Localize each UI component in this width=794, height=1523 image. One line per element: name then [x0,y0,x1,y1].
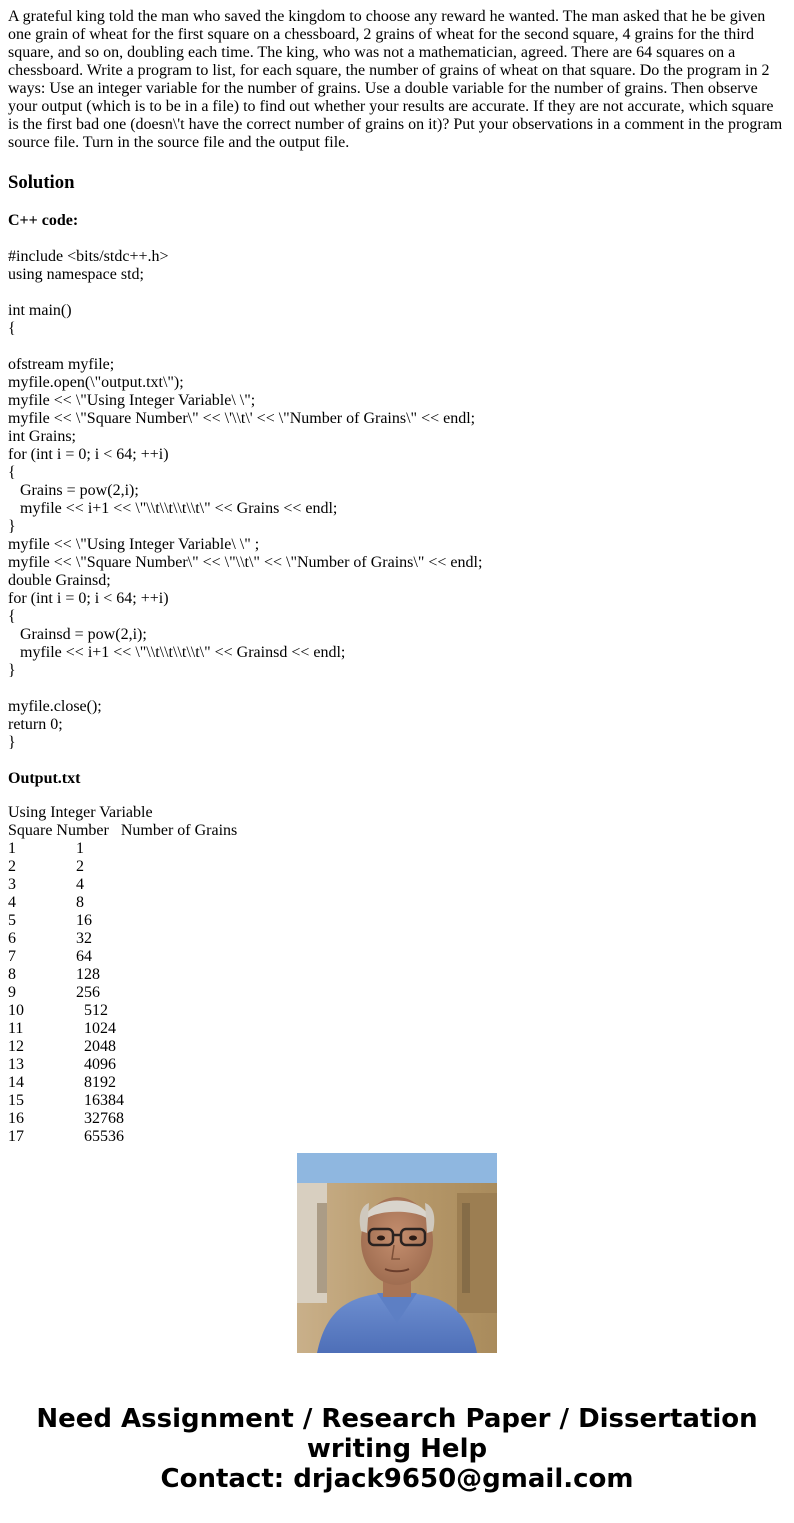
square-number: 10 [8,1002,24,1019]
square-number: 16 [8,1110,24,1127]
grain-count: 8 [76,894,84,911]
code-line: myfile << \"Square Number\" << \'\\t\' << \"Number of Grains\" << endl; [8,410,476,427]
code-line: int main() [8,302,72,319]
code-line: return 0; [8,716,63,733]
code-line: double Grainsd; [8,572,111,589]
square-number: 12 [8,1038,24,1055]
code-line: Grainsd = pow(2,i); [8,626,147,643]
output-row [8,1074,786,1092]
code-line: { [8,320,16,337]
grain-count: 64 [76,948,92,965]
square-number: 13 [8,1056,24,1073]
output-row [8,912,786,930]
code-line: } [8,662,16,679]
code-line: myfile << i+1 << \"\\t\\t\\t\\t\" << Grainsd << endl; [8,644,346,661]
output-row [8,894,786,912]
square-number: 14 [8,1074,24,1091]
output-title: Using Integer Variable [8,804,153,821]
promo-banner [0,1404,794,1494]
output-row [8,966,786,984]
output-row [8,876,786,894]
code-line: Grains = pow(2,i); [8,482,139,499]
output-row [8,1020,786,1038]
output-row [8,930,786,948]
square-number: 9 [8,984,16,1001]
output-header: Square Number Number of Grains [8,822,238,839]
code-block [8,248,786,752]
output-row [8,858,786,876]
promo-line-1: Need Assignment / Research Paper / Dissertation [36,1404,758,1434]
avatar [297,1153,497,1353]
output-row [8,1128,786,1146]
square-number: 1 [8,840,16,857]
square-number: 15 [8,1092,24,1109]
grain-count: 4096 [84,1056,116,1073]
output-block [8,804,786,1146]
output-heading: Output.txt [8,770,81,787]
code-line: for (int i = 0; i < 64; ++i) [8,590,169,607]
grain-count: 512 [84,1002,108,1019]
square-number: 2 [8,858,16,875]
code-line [8,284,786,302]
output-row [8,1056,786,1074]
output-row [8,1038,786,1056]
solution-heading: Solution [8,172,75,193]
square-number: 7 [8,948,16,965]
code-heading: C++ code: [8,212,79,229]
grain-count: 32 [76,930,92,947]
code-line: myfile.close(); [8,698,102,715]
square-number: 8 [8,966,16,983]
code-line: int Grains; [8,428,76,445]
grain-count: 2048 [84,1038,116,1055]
grain-count: 16384 [84,1092,124,1109]
grain-count: 256 [76,984,100,1001]
code-line: { [8,464,16,481]
square-number: 5 [8,912,16,929]
code-line: for (int i = 0; i < 64; ++i) [8,446,169,463]
promo-contact: Contact: drjack9650@gmail.com [160,1464,634,1494]
output-row [8,1002,786,1020]
square-number: 6 [8,930,16,947]
grain-count: 32768 [84,1110,124,1127]
square-number: 4 [8,894,16,911]
grain-count: 1024 [84,1020,116,1037]
square-number: 3 [8,876,16,893]
code-line: myfile << i+1 << \"\\t\\t\\t\\t\" << Grains << endl; [8,500,338,517]
code-line: myfile << \"Square Number\" << \"\\t\" << \"Number of Grains\" << endl; [8,554,483,571]
code-line: using namespace std; [8,266,144,283]
grain-count: 65536 [84,1128,124,1145]
code-line: } [8,734,16,751]
square-number: 17 [8,1128,24,1145]
code-line: } [8,518,16,535]
code-line: myfile << \"Using Integer Variable\ \"; [8,392,256,409]
code-line: #include <bits/stdc++.h> [8,248,169,265]
code-line [8,338,786,356]
output-row [8,948,786,966]
person-photo [297,1153,497,1353]
code-line: myfile.open(\"output.txt\"); [8,374,184,391]
code-line: { [8,608,16,625]
output-row [8,1092,786,1110]
square-number: 11 [8,1020,24,1037]
output-row [8,984,786,1002]
grain-count: 8192 [84,1074,116,1091]
grain-count: 2 [76,858,84,875]
grain-count: 1 [76,840,84,857]
output-rows [8,840,786,1146]
grain-count: 4 [76,876,84,893]
question-text: A grateful king told the man who saved the kingdom to choose any reward he wanted. The man asked that he be given one grain of wheat for the first square on a chessboard, 2 grains of wheat for the second square, 4 grains for the third square, and so on, doubling each time. The king, who was not a mathematician, agreed. There are 64 squares on a chessboard. Write a program to list, for each square, the number of grains of wheat on that square. Do the program in 2 ways: Use an integer variable for the number of grains. Use a double variable for the number of grains. Then observe your output (which is to be in a file) to find out whether your results are accurate. If they are not accurate, which square is the first bad one (doesn\'t have the correct number of grains on it)? Put your observations in a comment in the program source file. Turn in the source file and the output file. [8,8,783,151]
code-line [8,680,786,698]
grain-count: 16 [76,912,92,929]
document-content [8,8,786,1145]
code-line: ofstream myfile; [8,356,115,373]
grain-count: 128 [76,966,100,983]
promo-line-2: writing Help [306,1434,488,1464]
output-row [8,840,786,858]
output-row [8,1110,786,1128]
code-line: myfile << \"Using Integer Variable\ \" ; [8,536,260,553]
